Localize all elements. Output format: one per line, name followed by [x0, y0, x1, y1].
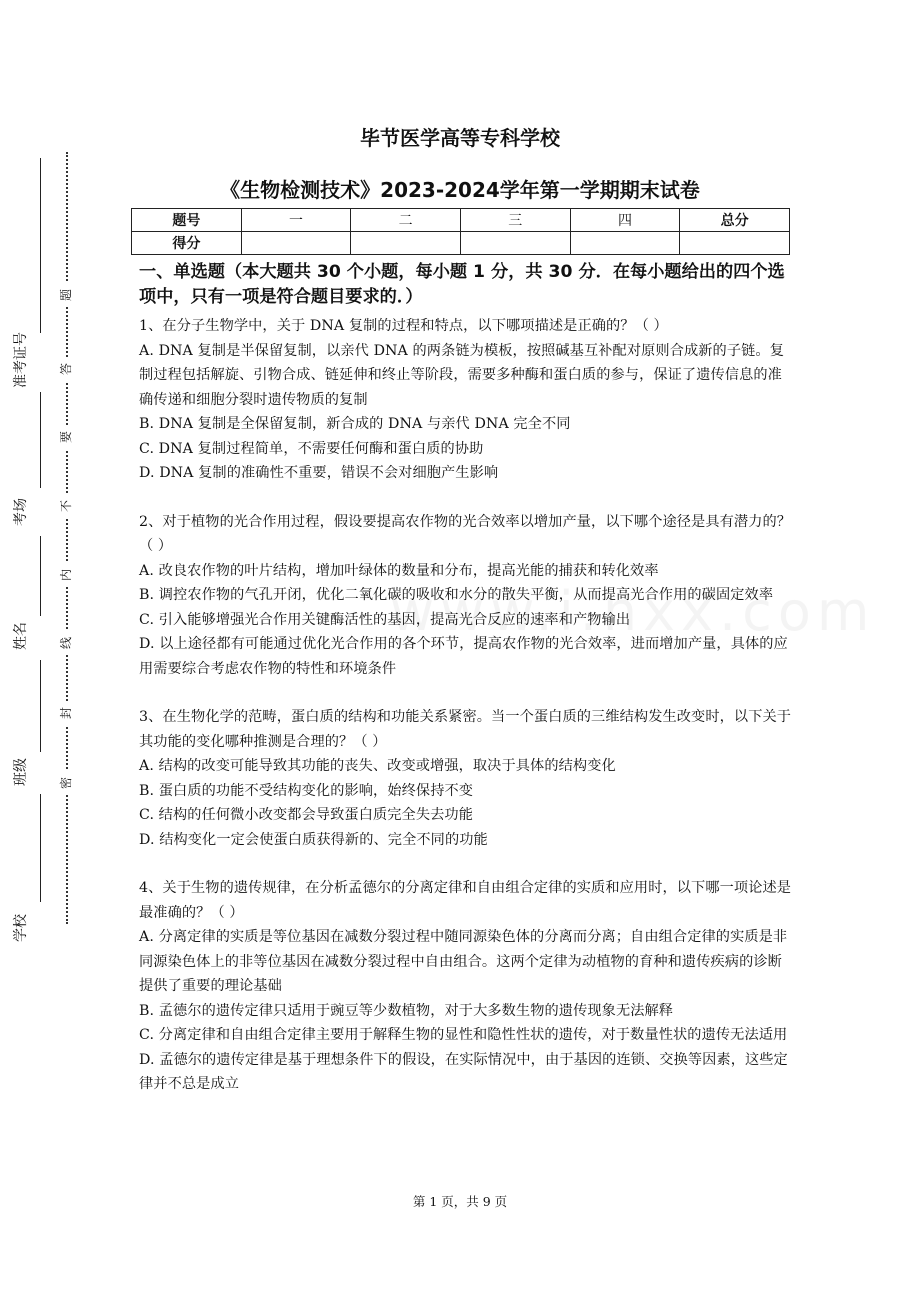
seal-char: 答: [57, 357, 75, 381]
option-b: B. 调控农作物的气孔开闭，优化二氧化碳的吸收和水分的散失平衡，从而提高光合作用的碳固定效率: [139, 587, 774, 603]
option-c: C. 分离定律和自由组合定律主要用于解释生物的显性和隐性性状的遗传，对于数量性状的遗传无法适用: [139, 1027, 788, 1043]
option-a: A. 改良农作物的叶片结构，增加叶绿体的数量和分布，提高光能的捕获和转化效率: [139, 562, 659, 579]
question-stem: 4、关于生物的遗传规律，在分析孟德尔的分离定律和自由组合定律的实质和应用时，以下哪一项论述是最准确的？（ ）: [139, 880, 792, 921]
score-cell[interactable]: [351, 232, 461, 255]
school-label: 学校: [13, 914, 29, 942]
exam-number-label: 准考证号: [13, 332, 29, 388]
question-stem: 3、在生物化学的范畴，蛋白质的结构和功能关系紧密。当一个蛋白质的三维结构发生改变时，以下关于其功能的变化哪种推测是合理的？（ ）: [139, 709, 792, 750]
option-d: D. 以上途径都有可能通过优化光合作用的各个环节，提高农作物的光合效率，进而增加产量，具体的应用需要综合考虑农作物的特性和环境条件: [139, 636, 788, 677]
seal-dotted-line: [66, 152, 68, 924]
score-cell[interactable]: [460, 232, 570, 255]
score-header-cell: 四: [570, 209, 680, 232]
exam-title: 《生物检测技术》2023-2024学年第一学期期末试卷: [220, 178, 700, 202]
seal-char: 要: [57, 425, 75, 449]
exam-content: [139, 260, 792, 1097]
seal-char: 题: [57, 283, 75, 307]
option-a: A. 结构的改变可能导致其功能的丧失、改变或增强，取决于具体的结构变化: [139, 758, 616, 774]
score-header-cell: 总分: [680, 209, 790, 232]
exam-room-line: [40, 392, 41, 488]
question-3: [139, 705, 792, 852]
option-b: B. 蛋白质的功能不受结构变化的影响，始终保持不变: [139, 782, 474, 799]
option-b: B. DNA 复制是全保留复制，新合成的 DNA 与亲代 DNA 完全不同: [139, 416, 571, 432]
option-a: A. 分离定律的实质是等位基因在减数分裂过程中随同源染色体的分离而分离；自由组合定律的实质是非同源染色体上的非等位基因在减数分裂过程中自由组合。这两个定律为动植物的育种和遗传疾病的诊断提供了重要的理论基础: [139, 929, 788, 994]
page-footer: 第 1 页，共 9 页: [412, 1194, 508, 1209]
seal-char: 封: [57, 701, 75, 725]
question-4: [139, 876, 792, 1097]
score-cell[interactable]: [570, 232, 680, 255]
score-header-cell: 二: [351, 209, 461, 232]
score-header-cell: 题号: [132, 209, 242, 232]
question-stem: 1、在分子生物学中，关于 DNA 复制的过程和特点，以下哪项描述是正确的？（ ）: [139, 318, 668, 334]
score-header-cell: 三: [460, 209, 570, 232]
option-a: A. DNA 复制是半保留复制，以亲代 DNA 的两条链为模板，按照碱基互补配对原则合成新的子链。复制过程包括解旋、引物合成、链延伸和终止等阶段，需要多种酶和蛋白质的参与，保证了遗传信息的准确传递和细胞分裂时遗传物质的复制: [139, 342, 784, 408]
seal-char: 不: [57, 494, 75, 518]
score-table: [131, 208, 790, 255]
score-cell[interactable]: [680, 232, 790, 255]
score-header-row: [132, 209, 790, 232]
option-c: C. 结构的任何微小改变都会导致蛋白质完全失去功能: [139, 807, 473, 823]
score-row-label: 得分: [132, 232, 242, 255]
school-name: 毕节医学高等专科学校: [360, 126, 560, 150]
class-line: [40, 660, 41, 752]
question-stem: 2、对于植物的光合作用过程，假设要提高农作物的光合效率以增加产量，以下哪个途径是具有潜力的？（ ）: [139, 513, 792, 554]
option-d: D. 结构变化一定会使蛋白质获得新的、完全不同的功能: [139, 831, 488, 848]
seal-char: 密: [57, 771, 75, 795]
option-d: D. DNA 复制的准确性不重要，错误不会对细胞产生影响: [139, 465, 499, 481]
score-header-cell: 一: [241, 209, 351, 232]
question-2: [139, 510, 792, 682]
option-c: C. 引入能够增强光合作用关键酶活性的基因，提高光合反应的速率和产物输出: [139, 611, 631, 628]
option-d: D. 孟德尔的遗传定律是基于理想条件下的假设，在实际情况中，由于基因的连锁、交换等因素，这些定律并不总是成立: [139, 1051, 788, 1092]
school-line: [40, 794, 41, 902]
score-row: [132, 232, 790, 255]
name-label: 姓名: [13, 622, 29, 650]
option-b: B. 孟德尔的遗传定律只适用于豌豆等少数植物，对于大多数生物的遗传现象无法解释: [139, 1002, 674, 1019]
exam-room-label: 考场: [13, 498, 29, 526]
seal-char: 线: [57, 631, 75, 655]
class-label: 班级: [13, 758, 29, 786]
section-title: 一、单选题（本大题共 30 个小题，每小题 1 分，共 30 分．在每小题给出的四个选项中，只有一项是符合题目要求的．）: [139, 262, 785, 307]
option-c: C. DNA 复制过程简单，不需要任何酶和蛋白质的协助: [139, 440, 484, 457]
seal-char: 内: [57, 563, 75, 587]
name-line: [40, 536, 41, 616]
question-1: [139, 314, 792, 486]
score-cell[interactable]: [241, 232, 351, 255]
